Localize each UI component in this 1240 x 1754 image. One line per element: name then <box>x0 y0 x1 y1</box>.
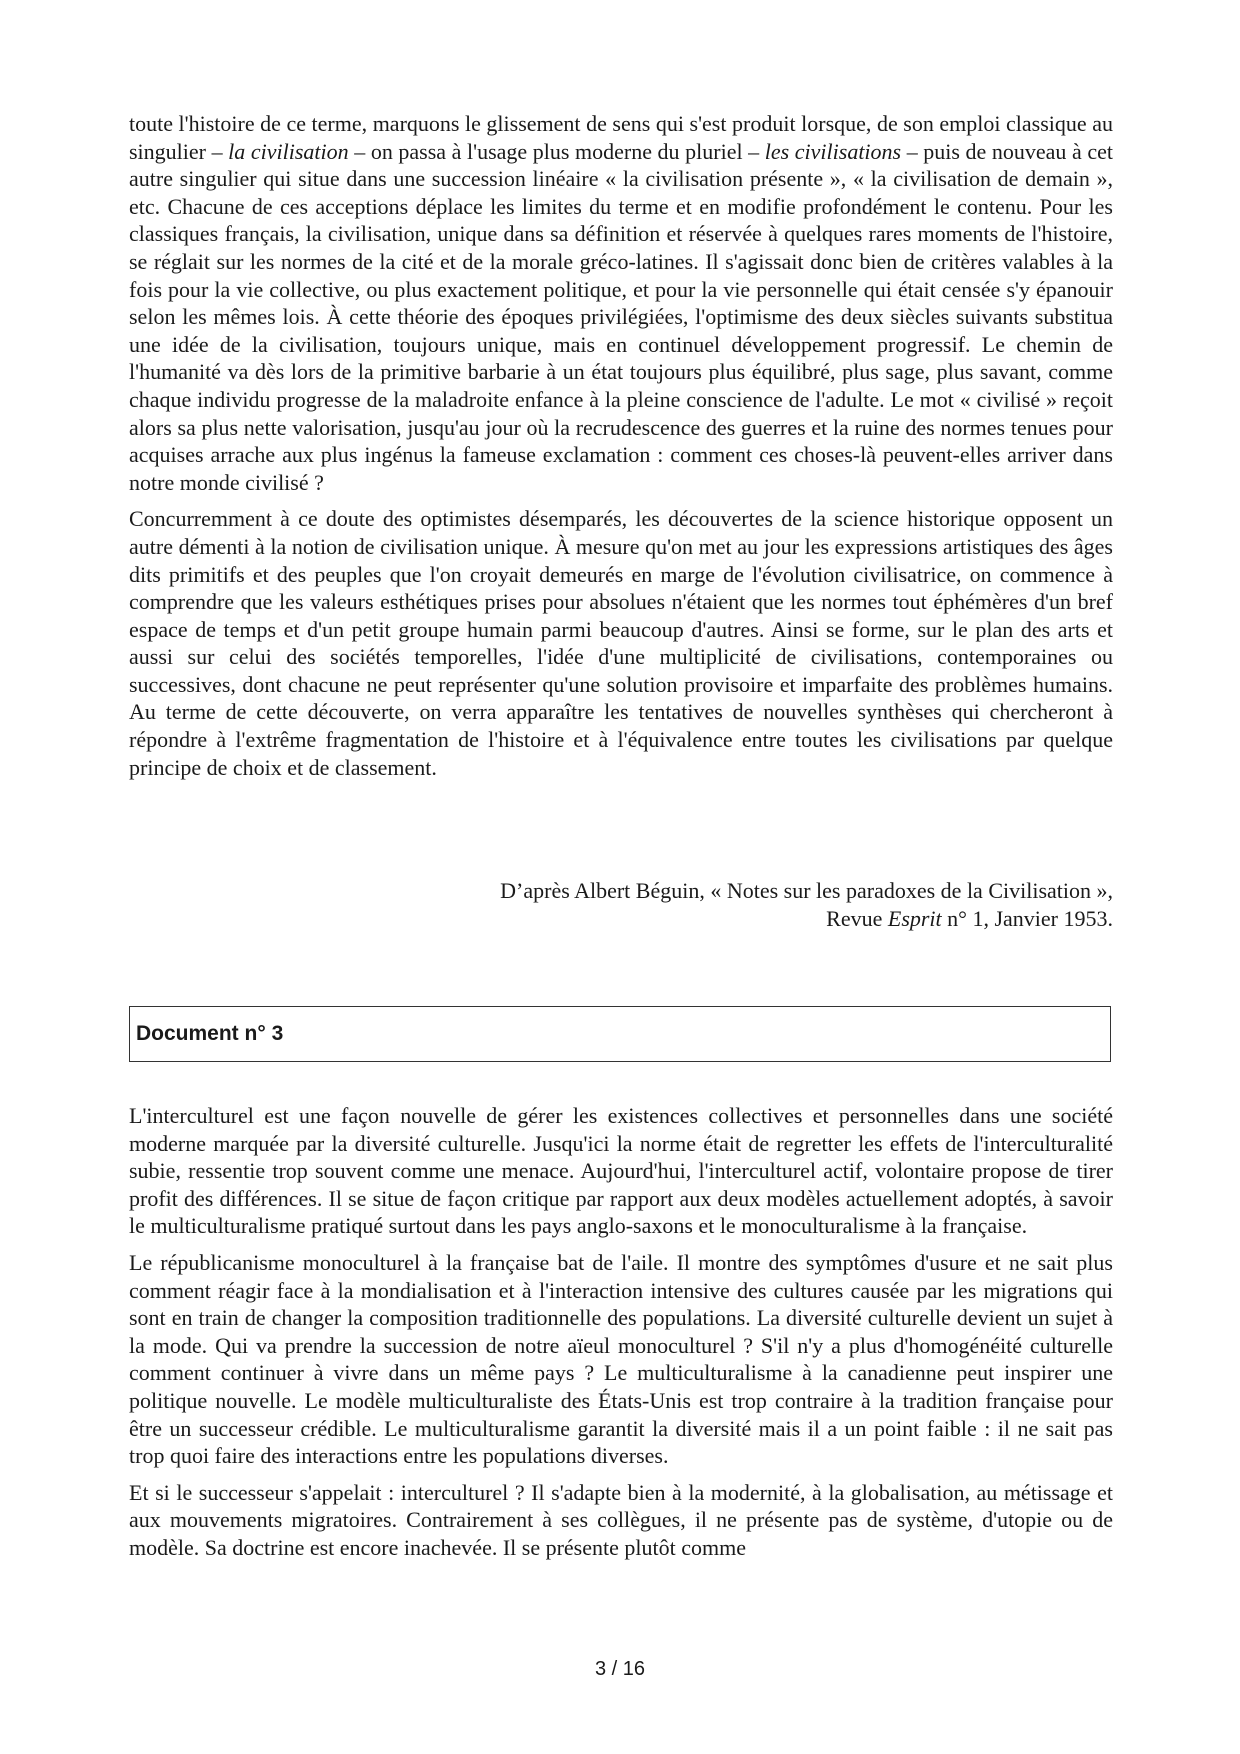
doc2-p1-text-3: – puis de nouveau à cet autre singulier qui situe dans une succession linéaire « la civilisation présente », « la civilisation de demain », etc. Chacune de ces acceptions déplace les limites du terme et en modifie profondément le contenu. Pour les classiques français, la civilisation, unique dans sa définition et réservée à quelques rares moments de l'histoire, se réglait sur les normes de la cité et de la morale gréco-latines. Il s'agissait donc bien de critères valables à la fois pour la vie collective, ou plus exactement politique, et pour la vie personnelle qui était censée s'y épanouir selon les mêmes lois. À cette théorie des époques privilégiées, l'optimisme des deux siècles suivants substitua une idée de la civilisation, toujours unique, mais en continuel développement progressif. Le chemin de l'humanité va dès lors de la primitive barbarie à un état toujours plus équilibré, plus sage, plus savant, comme chaque individu progresse de la maladroite enfance à la pleine conscience de l'adulte. Le mot « civilisé » reçoit alors sa plus nette valorisation, jusqu'au jour où la recrudescence des guerres et la ruine des normes tenues pour acquises arrache aux plus ingénus la fameuse exclamation : comment ces choses-là peuvent-elles arriver dans notre monde civilisé ? <box>129 138 1114 495</box>
document-2-text <box>129 110 1113 781</box>
attribution-prefix: Revue <box>826 906 888 931</box>
doc3-paragraph-1: L'interculturel est une façon nouvelle de gérer les existences collectives et personnelles dans une société moderne marquée par la diversité culturelle. Jusqu'ici la norme était de regretter les effets de l'interculturalité subie, ressentie trop souvent comme une menace. Aujourd'hui, l'interculturel actif, volontaire propose de tirer profit des différences. Il se situe de façon critique par rapport aux deux modèles actuellement adoptés, à savoir le multiculturalisme pratiqué surtout dans les pays anglo-saxons et le monoculturalisme à la française. <box>129 1103 1113 1239</box>
doc2-p1-text-2: – on passa à l'usage plus moderne du pluriel – <box>348 138 765 164</box>
doc2-paragraph-2: Concurremment à ce doute des optimistes désemparés, les découvertes de la science historique opposent un autre démenti à la notion de civilisation unique. À mesure qu'on met au jour les expressions artistiques des âges dits primitifs et des peuples que l'on croyait demeurés en marge de l'évolution civilisatrice, on commence à comprendre que les valeurs esthétiques prises pour absolues n'étaient que les normes tout éphémères d'un bref espace de temps et d'un petit groupe humain parmi beaucoup d'autres. Ainsi se forme, sur le plan des arts et aussi sur celui des sociétés temporelles, l'idée d'une multiplicité de civilisations, contemporaines ou successives, dont chacune ne peut représenter qu'une solution provisoire et imparfaite des problèmes humains. Au terme de cette découverte, on verra apparaître les tentatives de nouvelles synthèses qui chercheront à répondre à l'extrême fragmentation de l'histoire et à l'équivalence entre toutes les civilisations par quelque principe de choix et de classement. <box>129 506 1113 780</box>
doc2-p1-text-1: toute l'histoire de ce terme, marquons le glissement de sens qui s'est produit lorsque, de son emploi classique au singulier – <box>129 111 1113 164</box>
doc2-paragraph-1 <box>129 110 1113 496</box>
doc2-p1-italic-2: les civilisations <box>764 138 902 164</box>
document-3-header: Document n° 3 <box>136 1022 284 1045</box>
page-number: 3 / 16 <box>594 1658 646 1680</box>
attribution-line-1: D’après Albert Béguin, « Notes sur les paradoxes de la Civilisation », <box>500 878 1113 903</box>
doc3-paragraph-3: Et si le successeur s'appelait : interculturel ? Il s'adapte bien à la modernité, à la globalisation, au métissage et aux mouvements migratoires. Contrairement à ses collègues, il ne présente pas de système, d'utopie ou de modèle. Sa doctrine est encore inachevée. Il se présente plutôt comme <box>129 1479 1113 1560</box>
document-3-header-box <box>129 1006 1111 1062</box>
attribution-line-2 <box>129 905 1113 933</box>
document-3-text <box>129 1102 1113 1562</box>
doc3-paragraph-2: Le républicanisme monoculturel à la française bat de l'aile. Il montre des symptômes d'usure et ne sait plus comment réagir face à la mondialisation et à l'interaction intensive des cultures causée par les migrations qui sont en train de changer la composition traditionnelle des populations. La diversité culturelle devient un sujet à la mode. Qui va prendre la succession de notre aïeul monoculturel ? S'il n'y a plus d'homogénéité culturelle comment continuer à vivre dans un même pays ? Le multiculturalisme à la canadienne peut inspirer une politique nouvelle. Le modèle multiculturaliste des États-Unis est trop contraire à la tradition française pour être un successeur crédible. Le multiculturalisme garantit la diversité mais il a un point faible : il ne sait pas trop quoi faire des interactions entre les populations diverses. <box>129 1249 1113 1469</box>
attribution-suffix: n° 1, Janvier 1953. <box>941 906 1113 931</box>
doc2-p1-italic-1: la civilisation <box>228 138 349 164</box>
attribution-journal: Esprit <box>887 906 942 931</box>
source-attribution <box>129 877 1113 933</box>
